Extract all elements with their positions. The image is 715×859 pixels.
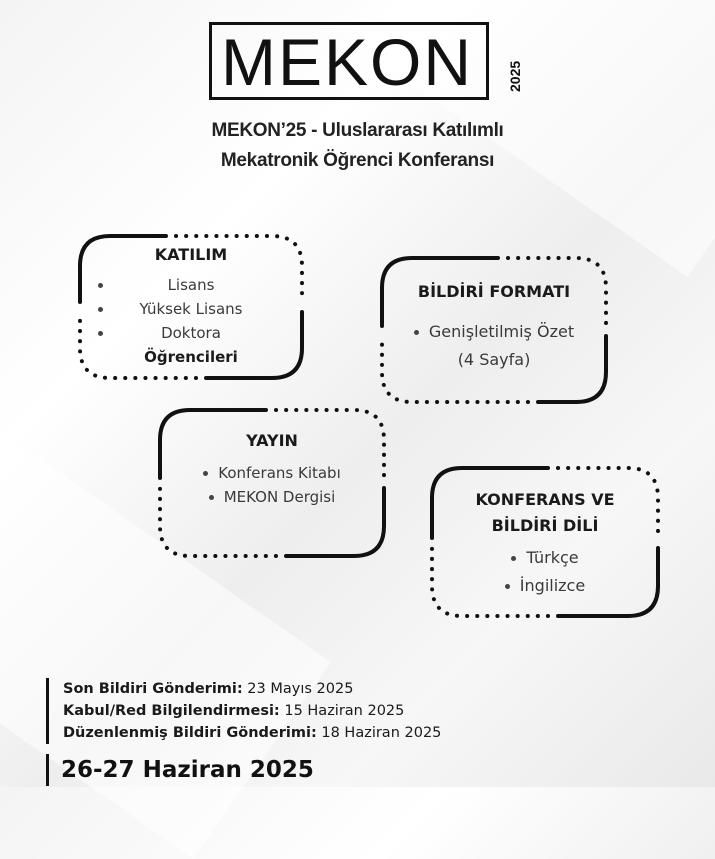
date-row bbox=[63, 700, 441, 722]
card-heading-line2: BİLDİRİ DİLİ bbox=[491, 516, 599, 535]
list-item: Konferans Kitabı bbox=[156, 461, 388, 485]
bullet-icon bbox=[414, 330, 419, 335]
bullet-icon bbox=[98, 307, 103, 312]
conference-title-line1: MEKON’25 - Uluslararası Katılımlı bbox=[211, 120, 504, 141]
card-yayin bbox=[156, 406, 388, 560]
list-item: İngilizce bbox=[428, 572, 662, 600]
card-heading: BİLDİRİ FORMATI bbox=[417, 282, 571, 301]
bullet-icon bbox=[98, 331, 103, 336]
card-heading-line1: KONFERANS VE bbox=[475, 490, 615, 509]
list-item: Lisans bbox=[76, 273, 306, 297]
date-row bbox=[63, 722, 441, 744]
date-label: Düzenlenmiş Bildiri Gönderimi: bbox=[63, 725, 317, 741]
card-list bbox=[156, 461, 388, 509]
date-value: 23 Mayıs 2025 bbox=[247, 681, 354, 697]
card-heading: KATILIM bbox=[154, 245, 228, 264]
list-item: (4 Sayfa) bbox=[457, 350, 531, 369]
bullet-icon bbox=[203, 471, 208, 476]
card-bildiri-formati bbox=[378, 254, 610, 406]
mekon-logo bbox=[209, 22, 527, 106]
card-dil bbox=[428, 464, 662, 620]
important-dates bbox=[46, 678, 441, 744]
date-value: 15 Haziran 2025 bbox=[284, 703, 405, 719]
bullet-icon bbox=[209, 495, 214, 500]
bullet-icon bbox=[511, 556, 516, 561]
bullet-icon bbox=[98, 283, 103, 288]
list-item: Öğrencileri bbox=[144, 348, 238, 366]
bullet-icon bbox=[505, 584, 510, 589]
card-list bbox=[428, 544, 662, 600]
logo-text: MEKON bbox=[221, 25, 474, 99]
list-item: Türkçe bbox=[428, 544, 662, 572]
card-katilim bbox=[76, 232, 306, 382]
list-item: Yüksek Lisans bbox=[76, 297, 306, 321]
card-list bbox=[76, 273, 306, 369]
conference-title-line2: Mekatronik Öğrenci Konferansı bbox=[220, 150, 495, 171]
event-date: 26-27 Haziran 2025 bbox=[46, 754, 314, 786]
date-value: 18 Haziran 2025 bbox=[321, 725, 442, 741]
list-item: Genişletilmiş Özet bbox=[378, 318, 610, 346]
date-label: Kabul/Red Bilgilendirmesi: bbox=[63, 703, 280, 719]
list-item: MEKON Dergisi bbox=[156, 485, 388, 509]
date-row bbox=[63, 678, 441, 700]
list-item: Doktora bbox=[76, 321, 306, 345]
card-heading: YAYIN bbox=[246, 431, 298, 450]
card-list bbox=[378, 318, 610, 374]
date-label: Son Bildiri Gönderimi: bbox=[63, 681, 243, 697]
logo-year: 2025 bbox=[507, 60, 523, 92]
